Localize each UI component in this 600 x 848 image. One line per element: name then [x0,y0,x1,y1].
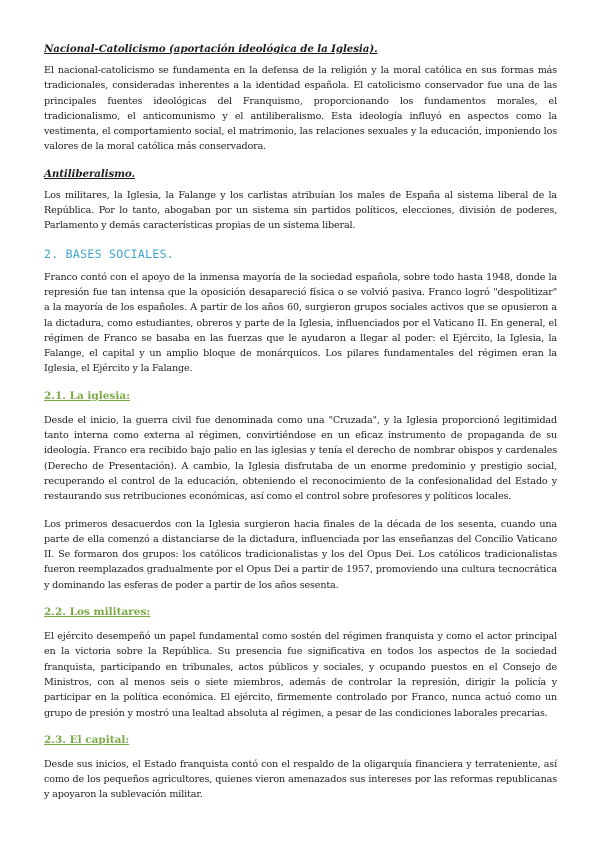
heading-antiliberalismo: Antiliberalismo. [44,167,136,180]
heading-el-capital: 2.3. El capital: [44,733,130,746]
heading-nacional-catolicismo: Nacional-Catolicismo (aportación ideológica de la Iglesia). [44,43,378,55]
paragraph-antiliberalismo: Los militares, la Iglesia, la Falange y los carlistas atribuían los males de España al sistema liberal de la República. Por lo tanto, abogaban por un sistema sin partidos políticos, elecciones, división de poderes, Parlamento y demás características propias de un sistema liberal. [44,189,557,232]
paragraph-el-capital: Desde sus inicios, el Estado franquista contó con el respaldo de la oligarquía financiera y terrateniente, así como de los pequeños agricultores, quienes vieron amenazados sus intereses por las reformas republicanas y apoyaron la sublevación militar. [44,758,557,801]
paragraph-los-militares: El ejército desempeñó un papel fundamental como sostén del régimen franquista y como el actor principal en la victoria sobre la República. Su presencia fue significativa en todos los aspectos de la sociedad franquista, participando en tribunales, actos públicos y sociales, y ocupando puestos en el Consejo de Ministros, con al menos seis o siete miembros, además de controlar la represión, dirigir la policía y participar en la política económica. El ejército, firmemente controlado por Franco, nunca actuó como un grupo de presión y mostró una lealtad absoluta al régimen, a pesar de las condiciones laborales precarias. [44,631,557,719]
paragraph-bases-sociales: Franco contó con el apoyo de la inmensa mayoría de la sociedad española, sobre todo hasta 1948, donde la represión fue tan intensa que la oposición desapareció física o se volvió pasiva. Franco logró "despolitizar" a la mayoría de los españoles. A partir de los años 60, surgieron grupos sociales activos que se opusieron a la dictadura, como estudiantes, obreros y parte de la Iglesia, influenciados por el Vaticano II. En general, el régimen de Franco se basaba en las fuerzas que le ayudaron a llegar al poder: el Ejército, la Iglesia, la Falange, el capital y un amplio bloque de monárquicos. Los pilares fundamentales del régimen eran la Iglesia, el Ejército y la Falange. [44,271,557,375]
paragraph-la-iglesia-1: Desde el inicio, la guerra civil fue denominada como una "Cruzada", y la Iglesia proporcionó legitimidad tanto interna como externa al régimen, convirtiéndose en un eficaz instrumento de propaganda de su ideología. Franco era recibido bajo palio en las iglesias y tenía el derecho de nombrar obispos y cardenales (Derecho de Presentación). A cambio, la Iglesia disfrutaba de un enorme predominio y prestigio social, recuperando el control de la educación, obteniendo el reconocimiento de la confesionalidad del Estado y restaurando sus retribuciones económicas, así como el control sobre profesores y políticos locales. [44,414,557,503]
heading-bases-sociales: 2. BASES SOCIALES. [44,246,175,261]
heading-los-militares: 2.2. Los militares: [44,606,151,619]
paragraph-la-iglesia-2: Los primeros desacuerdos con la Iglesia surgieron hacia finales de la década de los sesenta, cuando una parte de ella comenzó a distanciarse de la dictadura, influenciada por las enseñanzas del Concilio Vaticano II. Se formaron dos grupos: los católicos tradicionalistas y los del Opus Dei. Los católicos tradicionalistas fueron reemplazados gradualmente por el Opus Dei a partir de 1957, promoviendo una cultura tecnocrática y dominando las esferas de poder a partir de los años sesenta. [44,518,557,591]
heading-la-iglesia: 2.1. La iglesia: [44,389,130,402]
paragraph-nacional-catolicismo: El nacional-catolicismo se fundamenta en la defensa de la religión y la moral católica en sus formas más tradicionales, consideradas inherentes a la identidad española. El catolicismo conservador fue una de las principales fuentes ideológicas del Franquismo, proporcionando los fundamentos morales, el tradicionalismo, el anticomunismo y el antiliberalismo. Esta ideología influyó en aspectos como la vestimenta, el comportamiento social, el matrimonio, las relaciones sexuales y la educación, imponiendo los valores de la moral católica más conservadora. [44,65,557,153]
